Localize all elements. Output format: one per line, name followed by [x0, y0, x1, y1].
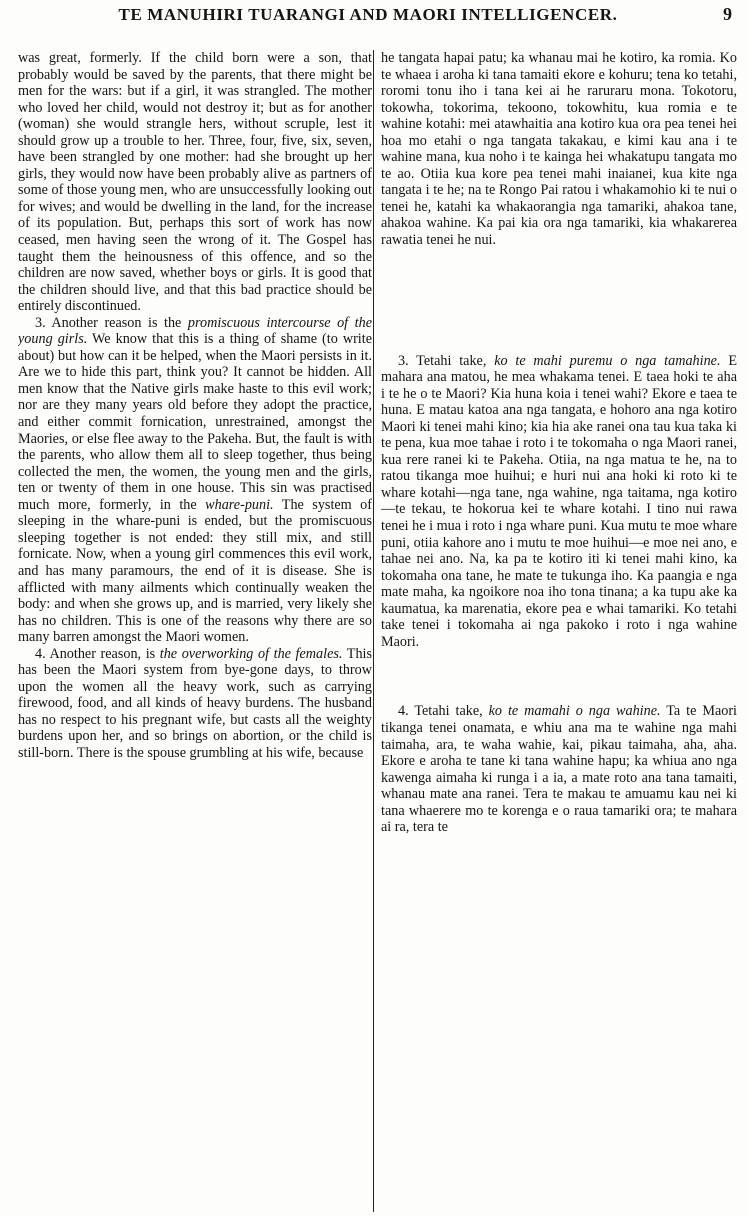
paragraph-lead: 3. Another reason is the [35, 314, 188, 331]
paragraph-text: E mahara ana matou, he mea whakama tenei. E taea hoki te aha i te he o te Maori? Kia huna koia i tenei wahi? Ekore e taea te huna. E matau katoa ana nga tangata, e hohoro ana nga kotiro Maori ki tenei mahi kino; kia hia ake ranei ona tau kua taka ki te pena, kua moe tahae i roto i te tokomaha o nga Maori ranei, kua rere ranei ki te Pakeha. Otiia, na nga matua te he, na to ratou tikanga moe huihui; e huri nui ana hoki ki roto ki te whare kotahi—nga tane, nga wahine, nga taitama, nga kotiro—te tekau, te hokorua kei te whare kotahi. I tino nui rawa tenei he i mua i roto i nga whare puni. Kua mutu te moe whare puni, otiia kahore ano i mutu te moe huihui—e moe nei ano, e tahae nei ano. Na, ka pa te kotiro iti ki tenei mahi kino, ka tokomaha ona tane, he mate te tukunga iho. Ka paangia e nga mate maha, ka ngoikore noa iho tona tinana; a ka tupu ake ka kaumatua, ka marenatia, ekore pea e whai tamariki. Ko tetahi take tenei i tokomaha ai nga pakoko i roto i nga wahine Maori. [381, 352, 737, 650]
page-header [0, 0, 748, 36]
column-divider [373, 50, 374, 1212]
paragraph-text: was great, formerly. If the child born were a son, that probably would be saved by the parents, that there might be men for the wars: but if a girl, it was strangled. The mother who loved her child, would not destroy it; but as for another (woman) she would strangle hers, without scruple, lest it should grow up a trouble to her. Three, four, five, six, seven, have been strangled by one mother: had she brought up her girls, they would now have been probably alive as partners of some of those young men, who are unsuccessfully looking out for wives; and would be dwelling in the land, for the increase of its population. But, perhaps this sort of work has now ceased, men having seen the wrong of it. The Gospel has taught them the heinousness of this offence, and so the children are now saved, whether boys or girls. It is good that the children should live, and that this bad practice should be entirely discontinued. [18, 50, 372, 315]
paragraph-text: We know that this is a thing of shame (to write about) but how can it be helped, when the Maori persists in it. Are we to hide this part, think you? It cannot be hidden. All men know that the Native girls make haste to this evil work; nor are they many years old before they adopt the practice, and either commit fornication, unrestrained, amongst the Maories, or else flee away to the Pakeha. But, the fault is with the parents, who allow them all to sleep together, thus being collected the men, the women, the young men and the girls, ten or twenty of them in one house. This sin was practised much more, formerly, in the [18, 331, 372, 513]
paragraph-lead: 4. Tetahi take, [398, 703, 489, 720]
page-number: 9 [723, 4, 732, 24]
paragraph-reason-4-mi [381, 703, 737, 835]
column-spacer [381, 249, 737, 353]
emphasis-heading: the overworking of the females. [159, 645, 343, 662]
paragraph-text: he tangata hapai patu; ka whanau mai he kotiro, ka romia. Ko te whaea i aroha ki tana tamaiti ekore e kohuru; tena ko tetahi, roromi tonu iho i tana kei ai he raruraru mona. Tokotoru, tokowha, tokorima, tekoono, tokowhitu, kua romia e te wahine kotahi: mei atawhaitia ana kotiro kua ora pea tenei hei hoa mo etahi o nga tangata takakau, e kimi kau ana i te wahine mana, kua noho i te kainga hei whakatupu tangata mo te ao. Otiia kua kore pea tenei mahi inaianei, kua kite nga tangata i te he; na te Rongo Pai ratou i whakamohio ki te nui o tenei he, katahi ka whakaorangia nga tamariki, ahakoa tane, ahakoa wahine. Ka pai kia ora nga tamariki, kia whakarerea rawatia tenei he nui. [381, 50, 737, 249]
paragraph-reason-3-en [18, 315, 372, 646]
paragraph-text: The system of sleeping in the whare-puni is ended, but the promiscuous sleeping together is not ended: they still mix, and still fornicate. Now, when a young girl commences this evil work, and has many paramours, the end of it is disease. She is afflicted with many ailments which continually weaken the body: and when she grows up, and is married, very likely she has no children. This is one of the reasons why there are so many barren amongst the Maori women. [18, 496, 372, 646]
emphasis-term: whare-puni. [205, 496, 274, 513]
emphasis-heading: promiscuous intercourse of the young girls. [18, 314, 372, 348]
emphasis-heading: ko te mahi puremu o nga tamahine. [494, 352, 721, 369]
paragraph-reason-3-mi [381, 353, 737, 651]
paragraph-infanticide-mi [381, 50, 737, 249]
paragraph-lead: 4. Another reason, is [35, 645, 160, 662]
running-title: TE MANUHIRI TUARANGI AND MAORI INTELLIGENCER. [118, 5, 618, 24]
paragraph-infanticide-en [18, 50, 372, 315]
english-column [18, 50, 372, 1212]
maori-column [381, 50, 737, 1212]
paragraph-reason-4-en [18, 646, 372, 762]
paragraph-lead: 3. Tetahi take, [398, 352, 495, 369]
paragraph-text: Ta te Maori tikanga tenei onamata, e whiu ana ma te wahine nga mahi taimaha, ara, te waha wahie, kai, pikau taimaha, aha, aha. Ekore e aroha te tane ki tana wahine hapu; ka whiua ano nga kawenga aimaha ki runga i a ia, a mate roto ana tana tamaiti, whanau mate ana ranei. Tera te makau te amuamu kau nei ki tana whaerere mo te korenga e o raua tamariki ora; te mahara ai ra, tera te [381, 703, 737, 836]
emphasis-heading: ko te mamahi o nga wahine. [488, 703, 661, 720]
column-spacer [381, 650, 737, 703]
paragraph-text: This has been the Maori system from bye-gone days, to throw upon the women all the heavy work, such as carrying firewood, food, and all kinds of heavy burdens. The husband has no respect to his pregnant wife, but casts all the weighty burdens upon her, and so brings on abortion, or the child is still-born. There is the spouse grumbling at his wife, because [18, 645, 372, 761]
